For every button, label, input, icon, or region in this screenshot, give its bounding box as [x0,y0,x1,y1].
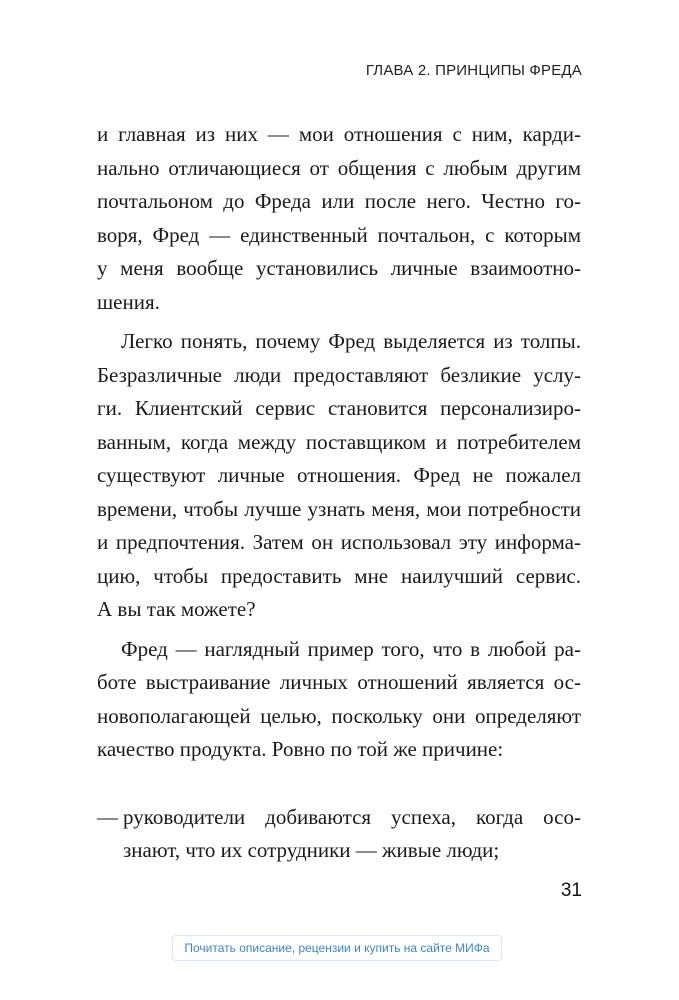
text-line: нально отличающиеся от общения с любым другим [97,155,581,180]
list-dash: — [97,804,118,829]
paragraph-3 [97,633,581,767]
text-line: воря, Фред — единственный почтальон, с которым [97,222,581,247]
text-line: Легко понять, почему Фред выделяется из толпы. [121,329,581,353]
running-head: ГЛАВА 2. ПРИНЦИПЫ ФРЕДА [365,62,582,79]
text-line: руководители добиваются успеха, когда осо- [123,804,581,829]
text-line: ги. Клиентский сервис становится персонализиро- [97,396,581,420]
paragraph-2 [97,325,581,627]
list-item-text [123,801,581,868]
text-line: шения. [97,289,160,314]
list-gap [97,767,581,801]
text-line: Фред — наглядный пример того, что в любой ра- [121,636,581,661]
text-line: почтальоном до Фреда или после него. Честно го- [97,189,581,213]
text-line: существуют личные отношения. Фред не пожалел [97,463,581,487]
text-line: боте выстраивание личных отношений является ос- [97,670,581,694]
body-text [97,118,581,868]
text-line: знают, что их сотрудники — живые люди; [123,838,500,862]
text-line: качество продукта. Ровно по той же причине: [97,737,504,761]
text-line: у меня вообще установились личные взаимоотно- [97,256,581,280]
paragraph-1 [97,118,581,319]
text-line: цию, чтобы предоставить мне наилучший сервис. [97,563,581,588]
text-line: новополагающей целью, поскольку они определяют [97,703,581,728]
list-item [97,801,581,868]
text-line: времени, чтобы лучше узнать меня, мои потребности [97,496,581,521]
text-line: и предпочтения. Затем он использовал эту информа- [97,530,581,554]
text-line: и главная из них — мои отношения с ним, карди- [97,122,581,146]
buy-on-mif-link[interactable]: Почитать описание, рецензии и купить на сайте МИФа [172,935,502,961]
text-line: Безразличные люди предоставляют безликие услу- [97,362,581,387]
text-line: А вы так можете? [97,597,256,621]
text-line: ванным, когда между поставщиком и потребителем [97,429,581,454]
page-number: 31 [560,880,582,901]
